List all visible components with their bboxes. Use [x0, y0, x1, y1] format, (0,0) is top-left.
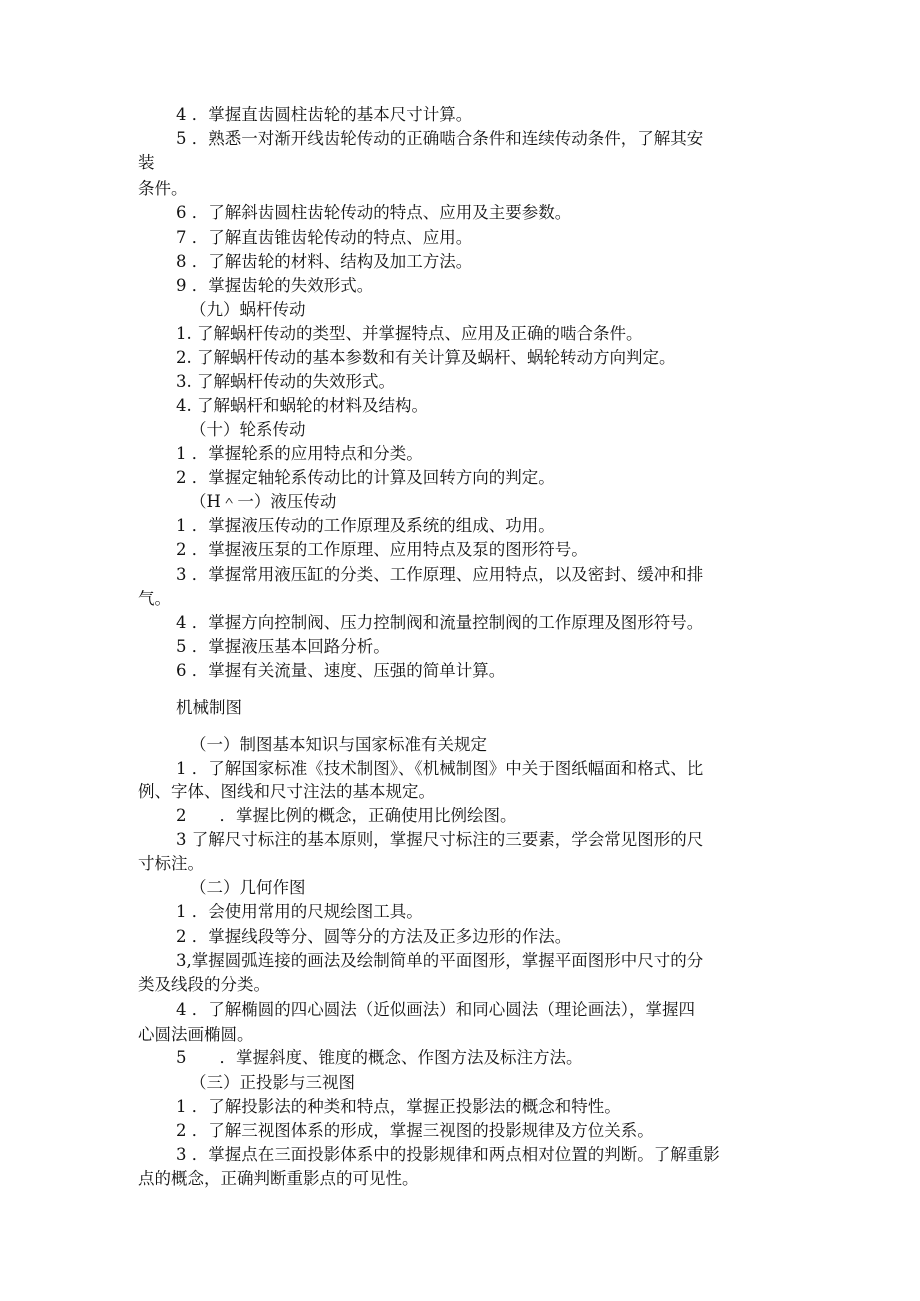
text-line: 1 ．了解投影法的种类和特点，掌握正投影法的概念和特性。 [176, 1097, 621, 1116]
section-heading: （九）蜗杆传动 [190, 300, 306, 319]
text-line: 2 ．掌握液压泵的工作原理、应用特点及泵的图形符号。 [176, 540, 588, 559]
text-line: 气。 [138, 589, 171, 608]
text-line: 2 ．掌握线段等分、圆等分的方法及正多边形的作法。 [176, 927, 572, 946]
text-line: 3 ．掌握常用液压缸的分类、工作原理、应用特点，以及密封、缓冲和排 [176, 565, 704, 584]
text-line: 2 ．掌握定轴轮系传动比的计算及回转方向的判定。 [176, 468, 555, 487]
text-line: 7 ．了解直齿锥齿轮传动的特点、应用。 [176, 228, 473, 247]
text-line: 2 ．了解三视图体系的形成，掌握三视图的投影规律及方位关系。 [176, 1121, 654, 1140]
text-line: 4 ．掌握方向控制阀、压力控制阀和流量控制阀的工作原理及图形符号。 [176, 613, 704, 632]
text-line: 4. 了解蜗杆和蜗轮的材料及结构。 [176, 396, 428, 415]
section-heading: （三）正投影与三视图 [190, 1073, 355, 1092]
text-line: 2. 了解蜗杆传动的基本参数和有关计算及蜗杆、蜗轮转动方向判定。 [176, 348, 676, 367]
text-line: 类及线段的分类。 [138, 975, 270, 994]
section-heading: （H＾一）液压传动 [190, 492, 337, 511]
text-line: 点的概念，正确判断重影点的可见性。 [138, 1169, 419, 1188]
text-line: 1. 了解蜗杆传动的类型、并掌握特点、应用及正确的啮合条件。 [176, 324, 643, 343]
text-line: 装 [138, 153, 155, 172]
text-line: 3. 了解蜗杆传动的失效形式。 [176, 372, 395, 391]
text-line: 5 ．掌握斜度、锥度的概念、作图方法及标注方法。 [176, 1048, 583, 1067]
section-heading: （一）制图基本知识与国家标准有关规定 [190, 735, 487, 754]
text-line: 心圆法画椭圆。 [138, 1025, 254, 1044]
text-line: 寸标注。 [138, 854, 204, 873]
text-line: 1 ．会使用常用的尺规绘图工具。 [176, 902, 423, 921]
text-line: 3 ．掌握点在三面投影体系中的投影规律和两点相对位置的判断。了解重影 [176, 1145, 720, 1164]
text-line: 2 ．掌握比例的概念，正确使用比例绘图。 [176, 806, 517, 825]
text-line: 1 ．掌握液压传动的工作原理及系统的组成、功用。 [176, 516, 555, 535]
text-line: 6 ．掌握有关流量、速度、压强的简单计算。 [176, 661, 506, 680]
text-line: 5 ．掌握液压基本回路分析。 [176, 637, 390, 656]
text-line: 4 ．掌握直齿圆柱齿轮的基本尺寸计算。 [176, 105, 473, 124]
text-line: 8 ．了解齿轮的材料、结构及加工方法。 [176, 252, 473, 271]
text-line: 3,掌握圆弧连接的画法及绘制简单的平面图形，掌握平面图形中尺寸的分 [176, 951, 704, 970]
text-line: 9 ．掌握齿轮的失效形式。 [176, 276, 374, 295]
text-line: 4 ．了解椭圆的四心圆法（近似画法）和同心圆法（理论画法），掌握四 [176, 1000, 695, 1019]
text-line: 1 ．掌握轮系的应用特点和分类。 [176, 444, 423, 463]
section-heading: （二）几何作图 [190, 878, 306, 897]
chapter-heading: 机械制图 [176, 698, 242, 717]
text-line: 条件。 [138, 179, 188, 198]
text-line: 例、字体、图线和尺寸注法的基本规定。 [138, 782, 435, 801]
text-line: 5 ．熟悉一对渐开线齿轮传动的正确啮合条件和连续传动条件，了解其安 [176, 129, 704, 148]
text-line: 6 ．了解斜齿圆柱齿轮传动的特点、应用及主要参数。 [176, 203, 572, 222]
text-line: 1 ．了解国家标准《技术制图》、《机械制图》中关于图纸幅面和格式、比 [176, 759, 704, 778]
section-heading: （十）轮系传动 [190, 420, 306, 439]
text-line: 3 了解尺寸标注的基本原则，掌握尺寸标注的三要素，学会常见图形的尺 [176, 830, 704, 849]
